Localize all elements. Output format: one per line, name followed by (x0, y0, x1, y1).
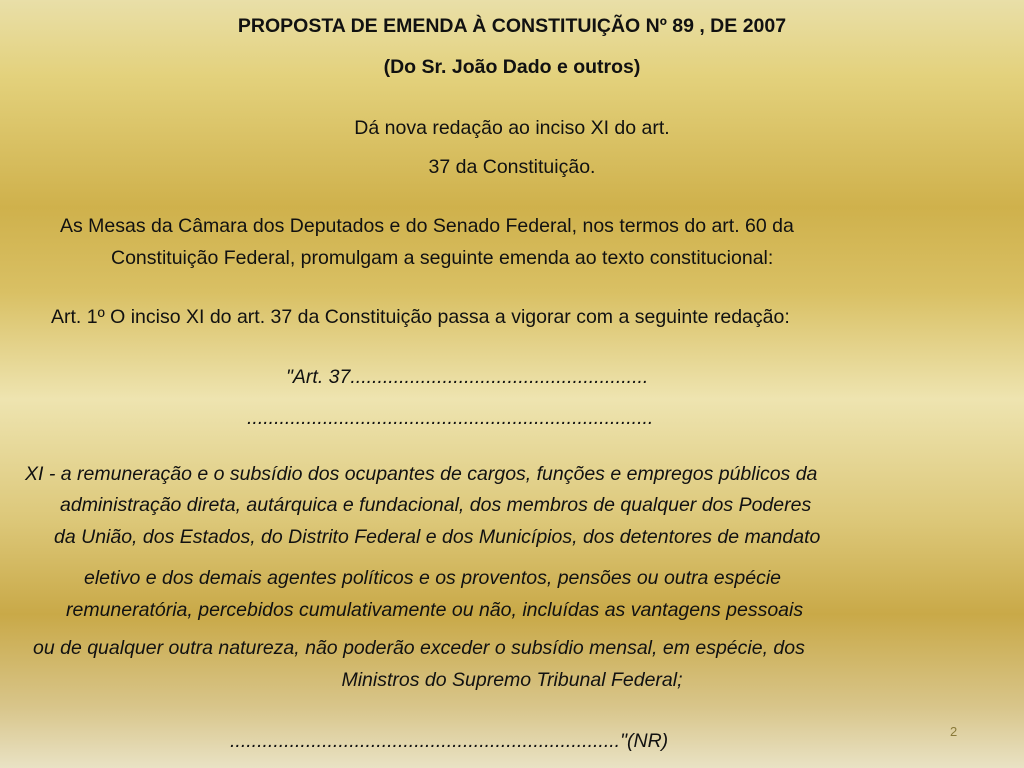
dots-line: ........................................................................... (247, 407, 654, 429)
preamble-line-1: As Mesas da Câmara dos Deputados e do Senado Federal, nos termos do art. 60 da (60, 215, 794, 237)
ementa-line-1: Dá nova redação ao inciso XI do art. (354, 117, 670, 139)
preamble-line-2: Constituição Federal, promulgam a seguinte emenda ao texto constitucional: (111, 247, 774, 269)
inciso-xi-line-5: remuneratória, percebidos cumulativamente ou não, incluídas as vantagens pessoais (66, 599, 804, 621)
document-title: PROPOSTA DE EMENDA À CONSTITUIÇÃO Nº 89 , DE 2007 (237, 15, 787, 37)
inciso-xi-line-2: administração direta, autárquica e fundacional, dos membros de qualquer dos Poderes (60, 494, 812, 516)
inciso-xi-line-7: Ministros do Supremo Tribunal Federal; (341, 669, 683, 691)
inciso-xi-line-4: eletivo e dos demais agentes políticos e os proventos, pensões ou outra espécie (84, 567, 782, 589)
article-1: Art. 1º O inciso XI do art. 37 da Constituição passa a vigorar com a seguinte redação: (51, 306, 790, 328)
closing-line: ........................................................................"(NR) (230, 730, 669, 752)
inciso-xi-line-3: da União, dos Estados, do Distrito Federal e dos Municípios, dos detentores de mandato (54, 526, 821, 548)
document-author: (Do Sr. João Dado e outros) (383, 56, 641, 78)
inciso-xi-line-6: ou de qualquer outra natureza, não poderão exceder o subsídio mensal, em espécie, dos (33, 637, 805, 659)
art-37-header: "Art. 37....................................................... (286, 366, 649, 388)
page-number: 2 (950, 724, 958, 739)
ementa-line-2: 37 da Constituição. (428, 156, 596, 178)
inciso-xi-line-1: XI - a remuneração e o subsídio dos ocupantes de cargos, funções e empregos públicos da (25, 463, 818, 485)
